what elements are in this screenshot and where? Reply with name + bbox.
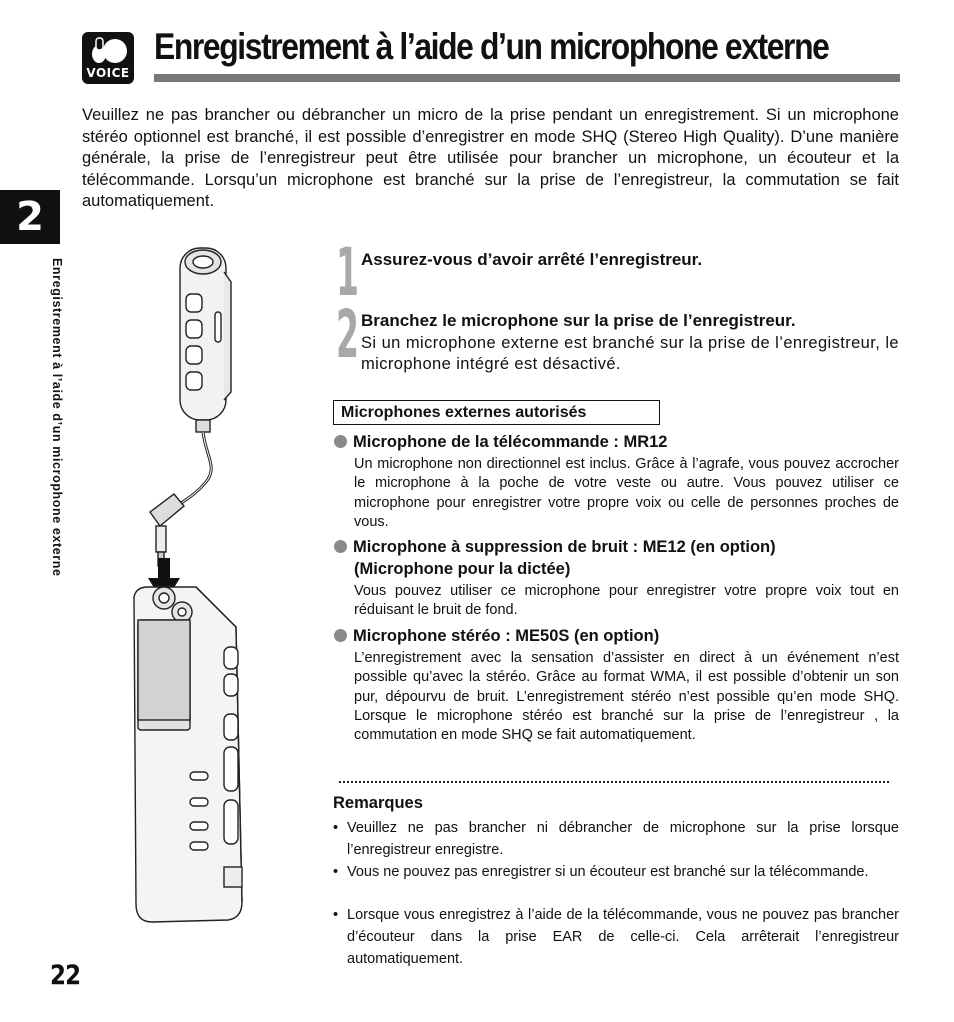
remark-item [333,905,899,970]
remark-item [333,818,899,862]
intro-paragraph: Veuillez ne pas brancher ou débrancher un micro de la prise pendant un enregistrement. Si un microphone stéréo optionnel est branché, il est possible d’enregistrer en mode SHQ (Stereo High Quality). D’une manière générale, la prise de l’enregistreur peut être utilisée pour brancher un microphone, un écouteur et la télécommande. Lorsqu’un microphone est branché sur la prise de l’enregistreur, la commutation se fait automatiquement. [82,106,899,210]
mic-2-subtitle: (Microphone pour la dictée) [354,560,571,578]
title-underline [154,74,900,82]
mic-3-desc: L’enregistrement avec la sensation d’assister en direct à un événement n’est possible qu’avec la stéréo. Grâce au format WMA, il est possible d’obtenir un son pur, dépourvu de bruit. L’enregistrement stéréo n’est possible qu’en mode SHQ. Lorsque le microphone stéréo est branché sur la prise de l’enregistreur , la commutation en mode SHQ se fait automatiquement. [354,650,899,744]
external-mics-box: Microphones externes autorisés [333,400,660,425]
step-number-2: 2 [336,296,359,373]
mic-1-title-text: Microphone de la télécommande : MR12 [353,433,668,451]
step-1-title: Assurez-vous d’avoir arrêté l’enregistreur. [361,250,703,269]
page-number: 22 [50,960,81,991]
remark-text: Vous ne pouvez pas enregistrer si un écouteur est branché sur la télécommande. [347,864,869,880]
chapter-tab: 2 [0,190,60,244]
logo-text: VOICE [86,66,130,80]
bullet-dot-icon [334,540,347,553]
step-number-1: 1 [336,234,359,311]
side-chapter-label: Enregistrement à l’aide d’un microphone externe [50,258,64,577]
bullet: • [333,820,339,836]
mic-2-title [334,538,776,557]
recorder-illustration [128,242,253,932]
page-title: Enregistrement à l’aide d’un microphone externe [154,26,829,67]
mic-3-title-text: Microphone stéréo : ME50S (en option) [353,627,660,645]
mic-3-title [334,627,659,646]
mic-2-title-text: Microphone à suppression de bruit : ME12 (en option) [353,538,776,556]
remark-item [333,862,899,884]
remark-text: Veuillez ne pas brancher ni débrancher de microphone sur la prise lorsque l’enregistreur enregistre. [347,820,899,858]
step-2-title: Branchez le microphone sur la prise de l’enregistreur. [361,311,796,330]
bullet: • [333,907,339,923]
remark-text: Lorsque vous enregistrez à l’aide de la télécommande, vous ne pouvez pas brancher d’écouteur dans la prise EAR de celle-ci. Cela arrêterait l’enregistreur automatiquement. [347,907,899,967]
dotted-divider [339,781,889,783]
step-2-text: Si un microphone externe est branché sur la prise de l’enregistreur, le microphone intégré est désactivé. [361,334,899,373]
mic-2-desc: Vous pouvez utiliser ce microphone pour enregistrer votre propre voix tout en réduisant le bruit de fond. [354,583,899,619]
bullet-dot-icon [334,629,347,642]
voice-logo-icon [82,32,134,84]
mic-1-desc: Un microphone non directionnel est inclus. Grâce à l’agrafe, vous pouvez accrocher le microphone à la poche de votre veste ou autre. Vous pouvez utiliser ce microphone pour enregistrer votre propre voix ou celle de personnes proches de vous. [354,456,899,530]
remarks-title: Remarques [333,794,423,812]
bullet-dot-icon [334,435,347,448]
bullet: • [333,864,339,880]
mic-1-title [334,433,667,452]
